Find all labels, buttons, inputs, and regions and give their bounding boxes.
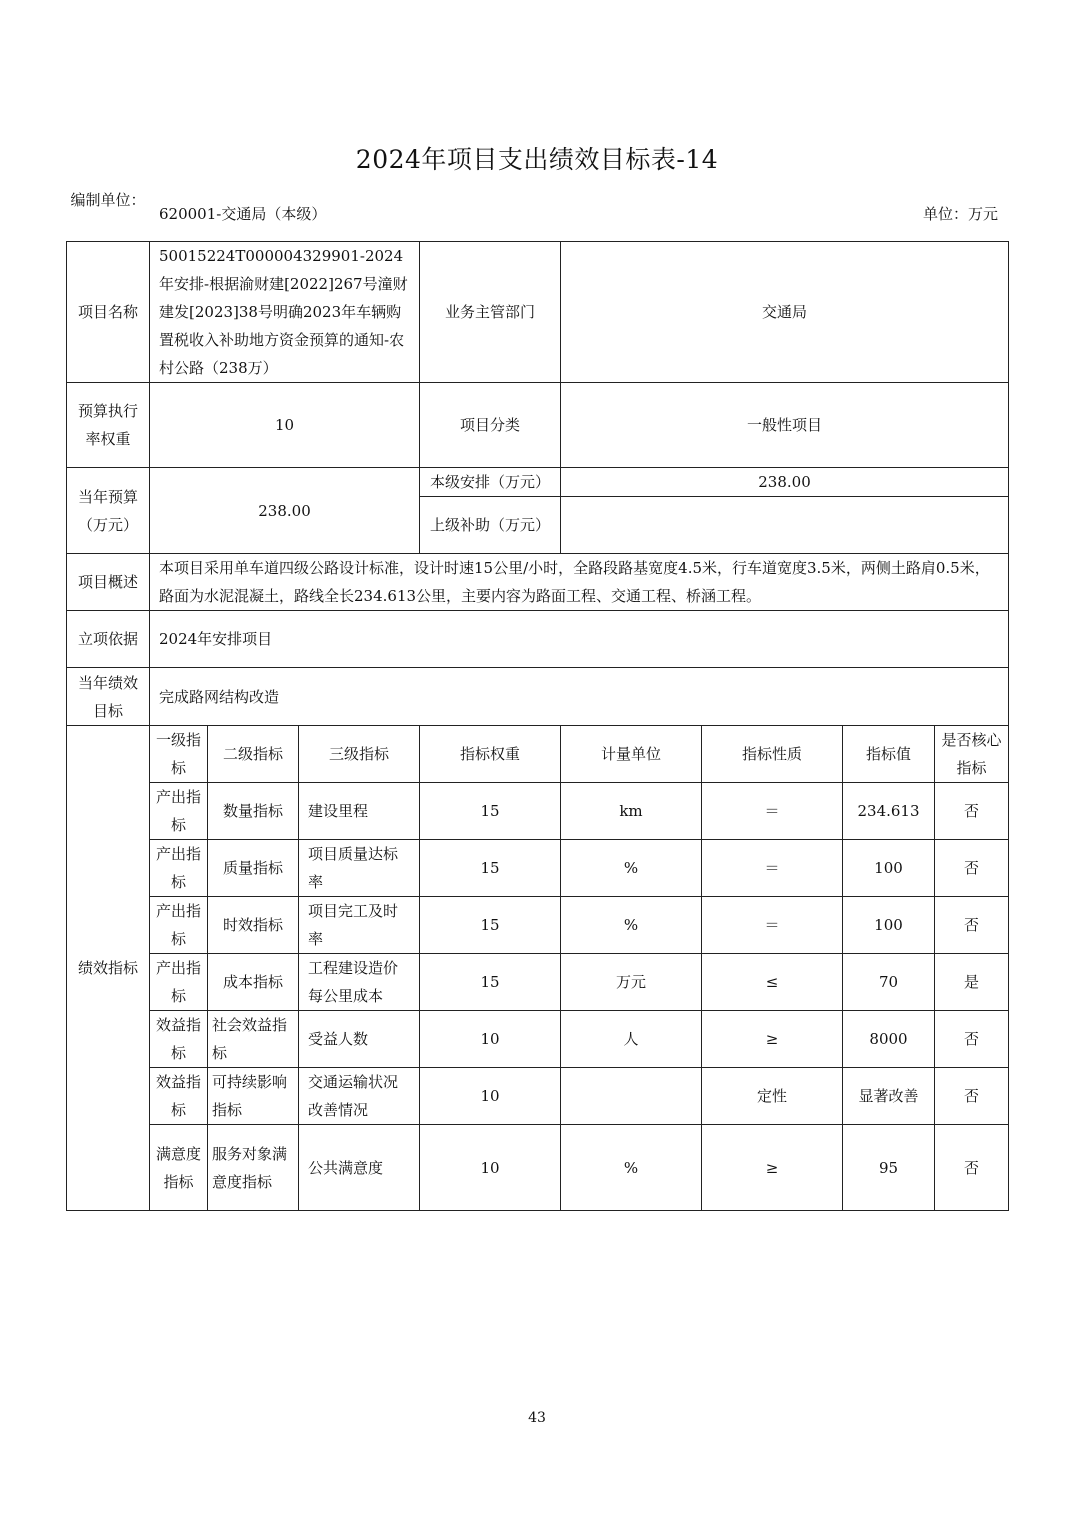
category-label: 项目分类 [420, 383, 561, 468]
cell-l2: 数量指标 [208, 783, 299, 840]
performance-table [66, 241, 1009, 1211]
cell-core: 否 [935, 840, 1009, 897]
cell-l3: 项目质量达标率 [299, 840, 420, 897]
overview-label: 项目概述 [67, 554, 150, 611]
cell-unit: % [561, 897, 702, 954]
cell-value: 100 [843, 897, 935, 954]
category-value: 一般性项目 [561, 383, 1009, 468]
cell-l2: 时效指标 [208, 897, 299, 954]
cell-value: 100 [843, 840, 935, 897]
indicator-section-label: 绩效指标 [67, 726, 150, 1211]
page-title: 2024年项目支出绩效目标表-14 [355, 145, 719, 174]
cell-l1: 效益指标 [150, 1011, 208, 1068]
unit-name: 620001-交通局（本级） [159, 205, 327, 223]
cell-nature: ＝ [702, 897, 843, 954]
table-row [67, 954, 1009, 1011]
cell-l1: 产出指标 [150, 954, 208, 1011]
cell-value: 95 [843, 1125, 935, 1211]
cell-l1: 产出指标 [150, 783, 208, 840]
header-unit: 计量单位 [561, 726, 702, 783]
header-l3: 三级指标 [299, 726, 420, 783]
cell-nature: ≥ [702, 1011, 843, 1068]
cell-unit [561, 1068, 702, 1125]
cell-core: 否 [935, 897, 1009, 954]
own-budget-label: 本级安排（万元） [420, 468, 561, 497]
budget-label: 当年预算（万元） [67, 468, 150, 554]
table-row [67, 1011, 1009, 1068]
cell-l3: 交通运输状况改善情况 [299, 1068, 420, 1125]
currency-unit: 单位：万元 [922, 205, 998, 223]
cell-weight: 15 [420, 897, 561, 954]
table-row [67, 1068, 1009, 1125]
cell-l1: 满意度指标 [150, 1125, 208, 1211]
cell-l1: 产出指标 [150, 897, 208, 954]
upper-budget-value [561, 497, 1009, 554]
cell-nature: 定性 [702, 1068, 843, 1125]
cell-core: 否 [935, 783, 1009, 840]
basis-row [67, 611, 1009, 668]
project-name: 50015224T000004329901-2024年安排-根据渝财建[2022]267号潼财建发[2023]38号明确2023年车辆购置税收入补助地方资金预算的通知-农村公路（238万） [150, 242, 420, 383]
cell-core: 是 [935, 954, 1009, 1011]
cell-value: 显著改善 [843, 1068, 935, 1125]
cell-weight: 10 [420, 1011, 561, 1068]
cell-value: 234.613 [843, 783, 935, 840]
dept-label: 业务主管部门 [420, 242, 561, 383]
project-name-label: 项目名称 [67, 242, 150, 383]
header-core: 是否核心指标 [935, 726, 1009, 783]
cell-unit: 万元 [561, 954, 702, 1011]
overview-row [67, 554, 1009, 611]
cell-core: 否 [935, 1011, 1009, 1068]
cell-l2: 质量指标 [208, 840, 299, 897]
table-row [67, 840, 1009, 897]
cell-nature: ＝ [702, 783, 843, 840]
budget-row [67, 468, 1009, 497]
cell-l2: 服务对象满意度指标 [208, 1125, 299, 1211]
cell-value: 8000 [843, 1011, 935, 1068]
goal-label: 当年绩效目标 [67, 668, 150, 726]
cell-nature: ≤ [702, 954, 843, 1011]
cell-weight: 10 [420, 1068, 561, 1125]
cell-weight: 15 [420, 954, 561, 1011]
weight-value: 10 [150, 383, 420, 468]
table-row [67, 1125, 1009, 1211]
cell-unit: % [561, 1125, 702, 1211]
cell-l3: 项目完工及时率 [299, 897, 420, 954]
cell-weight: 10 [420, 1125, 561, 1211]
cell-unit: km [561, 783, 702, 840]
overview-text: 本项目采用单车道四级公路设计标准，设计时速15公里/小时，全路段路基宽度4.5米，行车道宽度3.5米，两侧土路肩0.5米，路面为水泥混凝土，路线全长234.613公里，主要内容为路面工程、交通工程、桥涵工程。 [150, 554, 1009, 611]
table-row [67, 897, 1009, 954]
header-weight: 指标权重 [420, 726, 561, 783]
indicator-header-row [67, 726, 1009, 783]
header-value: 指标值 [843, 726, 935, 783]
header-nature: 指标性质 [702, 726, 843, 783]
cell-l1: 效益指标 [150, 1068, 208, 1125]
own-budget-value: 238.00 [561, 468, 1009, 497]
weight-label: 预算执行率权重 [67, 383, 150, 468]
unit-label: 编制单位： [70, 191, 146, 209]
cell-unit: % [561, 840, 702, 897]
cell-l3: 受益人数 [299, 1011, 420, 1068]
project-name-row [67, 242, 1009, 383]
upper-budget-label: 上级补助（万元） [420, 497, 561, 554]
cell-l1: 产出指标 [150, 840, 208, 897]
goal-row [67, 668, 1009, 726]
weight-row [67, 383, 1009, 468]
cell-l2: 成本指标 [208, 954, 299, 1011]
cell-weight: 15 [420, 783, 561, 840]
cell-unit: 人 [561, 1011, 702, 1068]
cell-value: 70 [843, 954, 935, 1011]
header-l2: 二级指标 [208, 726, 299, 783]
table-row [67, 783, 1009, 840]
goal-text: 完成路网结构改造 [150, 668, 1009, 726]
dept-value: 交通局 [561, 242, 1009, 383]
cell-l3: 公共满意度 [299, 1125, 420, 1211]
cell-nature: ＝ [702, 840, 843, 897]
cell-l3: 建设里程 [299, 783, 420, 840]
header-l1: 一级指标 [150, 726, 208, 783]
budget-value: 238.00 [150, 468, 420, 554]
cell-l3: 工程建设造价每公里成本 [299, 954, 420, 1011]
cell-nature: ≥ [702, 1125, 843, 1211]
cell-l2: 社会效益指标 [208, 1011, 299, 1068]
basis-text: 2024年安排项目 [150, 611, 1009, 668]
cell-core: 否 [935, 1068, 1009, 1125]
cell-l2: 可持续影响指标 [208, 1068, 299, 1125]
basis-label: 立项依据 [67, 611, 150, 668]
cell-core: 否 [935, 1125, 1009, 1211]
page-number: 43 [528, 1410, 546, 1426]
cell-weight: 15 [420, 840, 561, 897]
